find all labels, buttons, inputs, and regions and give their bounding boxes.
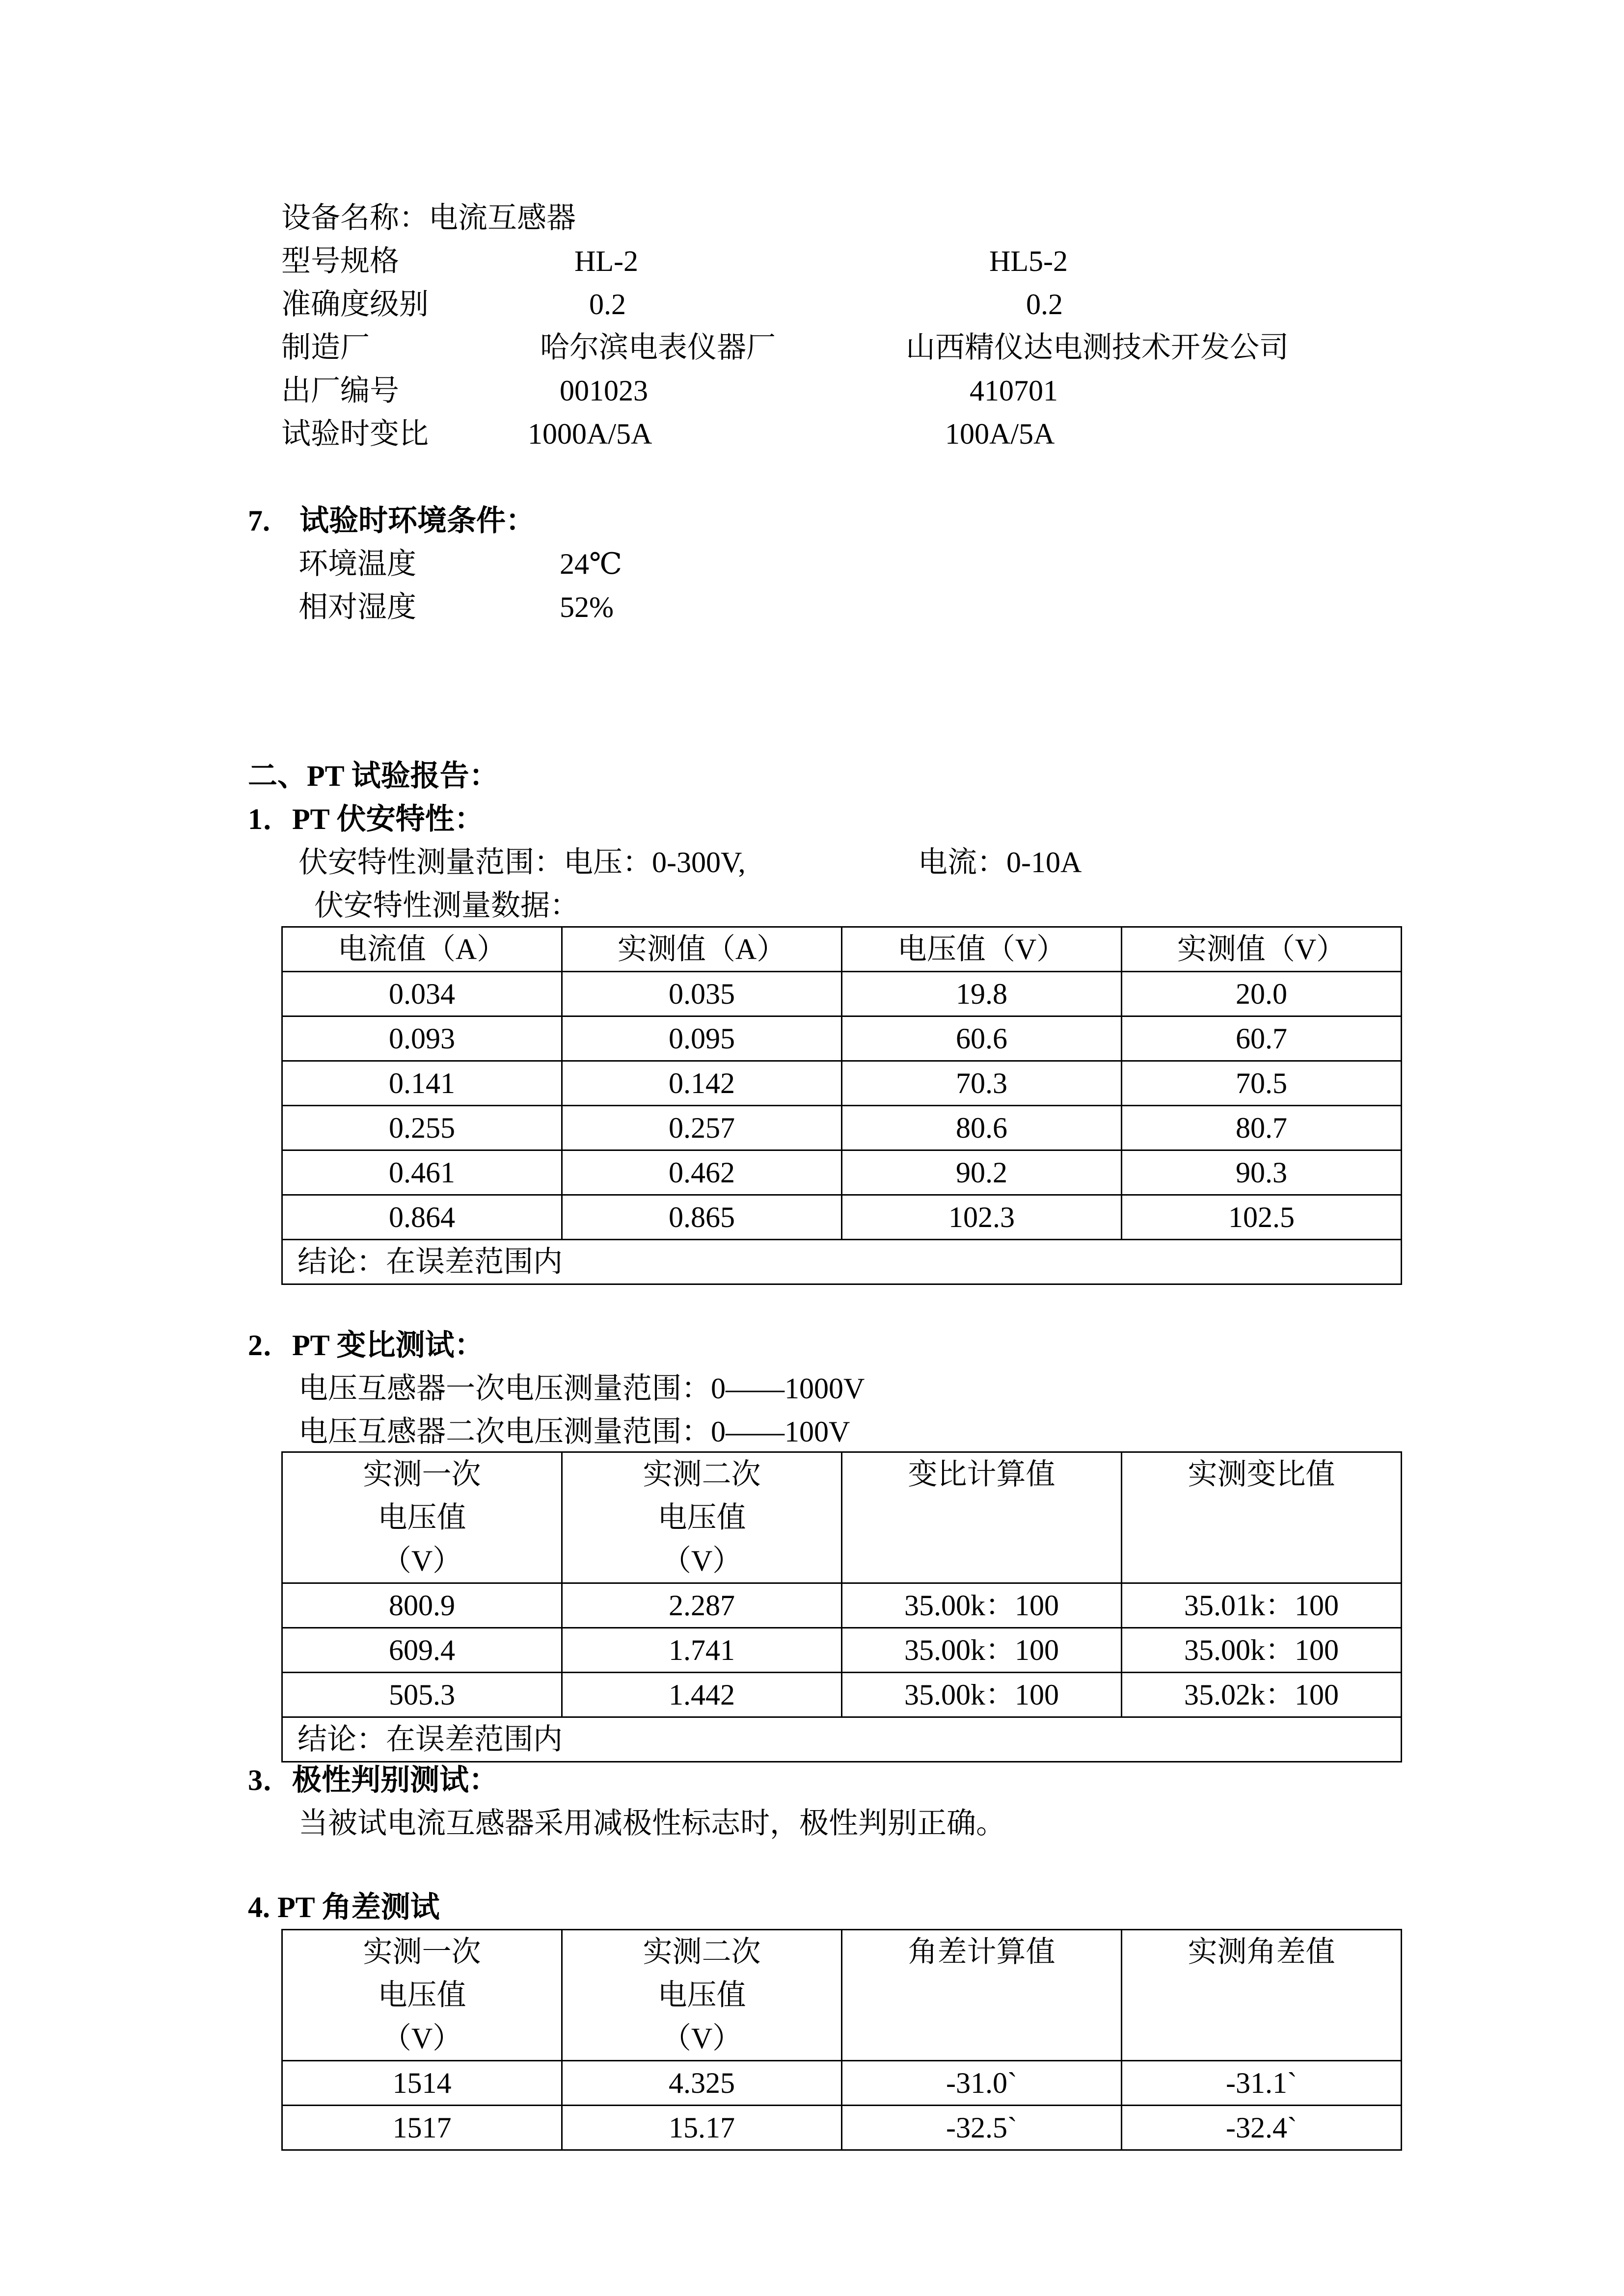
table-cell: 90.2 bbox=[842, 1150, 1122, 1195]
accuracy-value-2: 0.2 bbox=[1026, 288, 1063, 320]
table-cell: 0.093 bbox=[282, 1016, 562, 1061]
table-cell: 2.287 bbox=[562, 1583, 842, 1628]
table-cell: -32.5` bbox=[842, 2106, 1122, 2150]
table-cell: 35.01k：100 bbox=[1122, 1583, 1402, 1628]
table-cell: 0.462 bbox=[562, 1150, 842, 1195]
table-cell: 1.741 bbox=[562, 1628, 842, 1673]
manufacturer-value-1: 哈尔滨电表仪器厂 bbox=[540, 331, 776, 364]
polarity-text: 当被试电流互感器采用减极性标志时，极性判别正确。 bbox=[298, 1807, 1005, 1840]
model-label: 型号规格 bbox=[281, 245, 399, 277]
table-cell: 0.257 bbox=[562, 1106, 842, 1150]
table-cell: 60.7 bbox=[1122, 1016, 1402, 1061]
table-cell: 0.095 bbox=[562, 1016, 842, 1061]
header-cell: 实测变比值 bbox=[1122, 1452, 1402, 1583]
table-cell: -31.0` bbox=[842, 2061, 1122, 2106]
env-heading: 7. 试验时环境条件： bbox=[248, 505, 535, 537]
accuracy-value-1: 0.2 bbox=[589, 288, 626, 320]
header-cell: 实测二次电压值（V） bbox=[562, 1930, 842, 2061]
vi-data-label: 伏安特性测量数据： bbox=[314, 889, 579, 922]
angle-table bbox=[281, 1929, 1402, 2151]
header-cell: 电压值（V） bbox=[842, 927, 1122, 972]
table-cell: 60.6 bbox=[842, 1016, 1122, 1061]
conclusion-cell: 结论：在误差范围内 bbox=[282, 1717, 1402, 1762]
table-cell: 80.7 bbox=[1122, 1106, 1402, 1150]
table-cell: 505.3 bbox=[282, 1673, 562, 1717]
table-cell: -31.1` bbox=[1122, 2061, 1402, 2106]
ratio-value-1: 1000A/5A bbox=[528, 418, 652, 450]
header-cell: 实测一次电压值（V） bbox=[282, 1930, 562, 2061]
table-cell: 1514 bbox=[282, 2061, 562, 2106]
table-cell: 70.5 bbox=[1122, 1061, 1402, 1106]
table-cell: 15.17 bbox=[562, 2106, 842, 2150]
table-row bbox=[282, 1106, 1402, 1150]
table-cell: 35.00k：100 bbox=[842, 1673, 1122, 1717]
vi-table bbox=[281, 926, 1402, 1285]
table-cell: 20.0 bbox=[1122, 972, 1402, 1016]
table-cell: 609.4 bbox=[282, 1628, 562, 1673]
table-cell: 800.9 bbox=[282, 1583, 562, 1628]
header-cell: 实测值（A） bbox=[562, 927, 842, 972]
humidity-value: 52% bbox=[560, 591, 614, 623]
ratio-label: 试验时变比 bbox=[281, 418, 429, 450]
table-cell: 4.325 bbox=[562, 2061, 842, 2106]
table-cell: 0.864 bbox=[282, 1195, 562, 1240]
header-cell: 角差计算值 bbox=[842, 1930, 1122, 2061]
model-value-1: HL-2 bbox=[574, 245, 638, 277]
model-value-2: HL5-2 bbox=[989, 245, 1068, 277]
table-row bbox=[282, 1628, 1402, 1673]
conclusion-row bbox=[282, 1717, 1402, 1762]
polarity-heading: 3．极性判别测试： bbox=[248, 1764, 498, 1796]
table-cell: 35.00k：100 bbox=[842, 1583, 1122, 1628]
table-cell: 102.3 bbox=[842, 1195, 1122, 1240]
temp-value: 24℃ bbox=[560, 548, 623, 580]
table-cell: 0.141 bbox=[282, 1061, 562, 1106]
manufacturer-label: 制造厂 bbox=[281, 331, 370, 364]
table-row bbox=[282, 1195, 1402, 1240]
table-row bbox=[282, 1061, 1402, 1106]
header-cell: 实测角差值 bbox=[1122, 1930, 1402, 2061]
table-row bbox=[282, 2106, 1402, 2150]
serial-value-2: 410701 bbox=[970, 374, 1058, 407]
header-cell: 变比计算值 bbox=[842, 1452, 1122, 1583]
table-row bbox=[282, 972, 1402, 1016]
table-row bbox=[282, 1673, 1402, 1717]
header-cell: 实测二次电压值（V） bbox=[562, 1452, 842, 1583]
table-cell: 19.8 bbox=[842, 972, 1122, 1016]
vi-range: 伏安特性测量范围：电压：0-300V, bbox=[298, 846, 746, 879]
temp-label: 环境温度 bbox=[298, 548, 416, 580]
table-cell: 102.5 bbox=[1122, 1195, 1402, 1240]
table-header-row bbox=[282, 927, 1402, 972]
table-cell: 80.6 bbox=[842, 1106, 1122, 1150]
section2-heading: 二、PT 试验报告： bbox=[248, 760, 499, 792]
vi-heading: 1．PT 伏安特性： bbox=[248, 803, 484, 835]
table-cell: 35.00k：100 bbox=[1122, 1628, 1402, 1673]
angle-heading: 4. PT 角差测试 bbox=[248, 1891, 440, 1923]
table-cell: 1.442 bbox=[562, 1673, 842, 1717]
header-cell: 实测一次电压值（V） bbox=[282, 1452, 562, 1583]
table-row bbox=[282, 2061, 1402, 2106]
conclusion-row bbox=[282, 1240, 1402, 1284]
table-cell: 0.461 bbox=[282, 1150, 562, 1195]
header-cell: 电流值（A） bbox=[282, 927, 562, 972]
table-cell: 0.255 bbox=[282, 1106, 562, 1150]
table-cell: 70.3 bbox=[842, 1061, 1122, 1106]
table-row bbox=[282, 1583, 1402, 1628]
ratio-heading: 2．PT 变比测试： bbox=[248, 1329, 484, 1362]
device-name: 设备名称：电流互感器 bbox=[281, 202, 576, 234]
header-cell: 实测值（V） bbox=[1122, 927, 1402, 972]
accuracy-label: 准确度级别 bbox=[281, 288, 429, 320]
table-cell: 1517 bbox=[282, 2106, 562, 2150]
table-cell: 0.035 bbox=[562, 972, 842, 1016]
table-cell: -32.4` bbox=[1122, 2106, 1402, 2150]
table-cell: 90.3 bbox=[1122, 1150, 1402, 1195]
ratio-table bbox=[281, 1451, 1402, 1762]
table-cell: 0.142 bbox=[562, 1061, 842, 1106]
serial-label: 出厂编号 bbox=[281, 374, 399, 407]
ratio-value-2: 100A/5A bbox=[945, 418, 1055, 450]
vi-range-current: 电流：0-10A bbox=[918, 846, 1082, 879]
ratio-range-secondary: 电压互感器二次电压测量范围：0——100V bbox=[298, 1415, 850, 1448]
humidity-label: 相对湿度 bbox=[298, 591, 416, 623]
table-header-row bbox=[282, 1930, 1402, 2061]
table-cell: 35.00k：100 bbox=[842, 1628, 1122, 1673]
table-cell: 35.02k：100 bbox=[1122, 1673, 1402, 1717]
ratio-range-primary: 电压互感器一次电压测量范围：0——1000V bbox=[298, 1372, 865, 1405]
table-header-row bbox=[282, 1452, 1402, 1583]
serial-value-1: 001023 bbox=[560, 374, 648, 407]
manufacturer-value-2: 山西精仪达电测技术开发公司 bbox=[906, 331, 1289, 364]
conclusion-cell: 结论：在误差范围内 bbox=[282, 1240, 1402, 1284]
table-row bbox=[282, 1016, 1402, 1061]
table-row bbox=[282, 1150, 1402, 1195]
table-cell: 0.865 bbox=[562, 1195, 842, 1240]
table-cell: 0.034 bbox=[282, 972, 562, 1016]
